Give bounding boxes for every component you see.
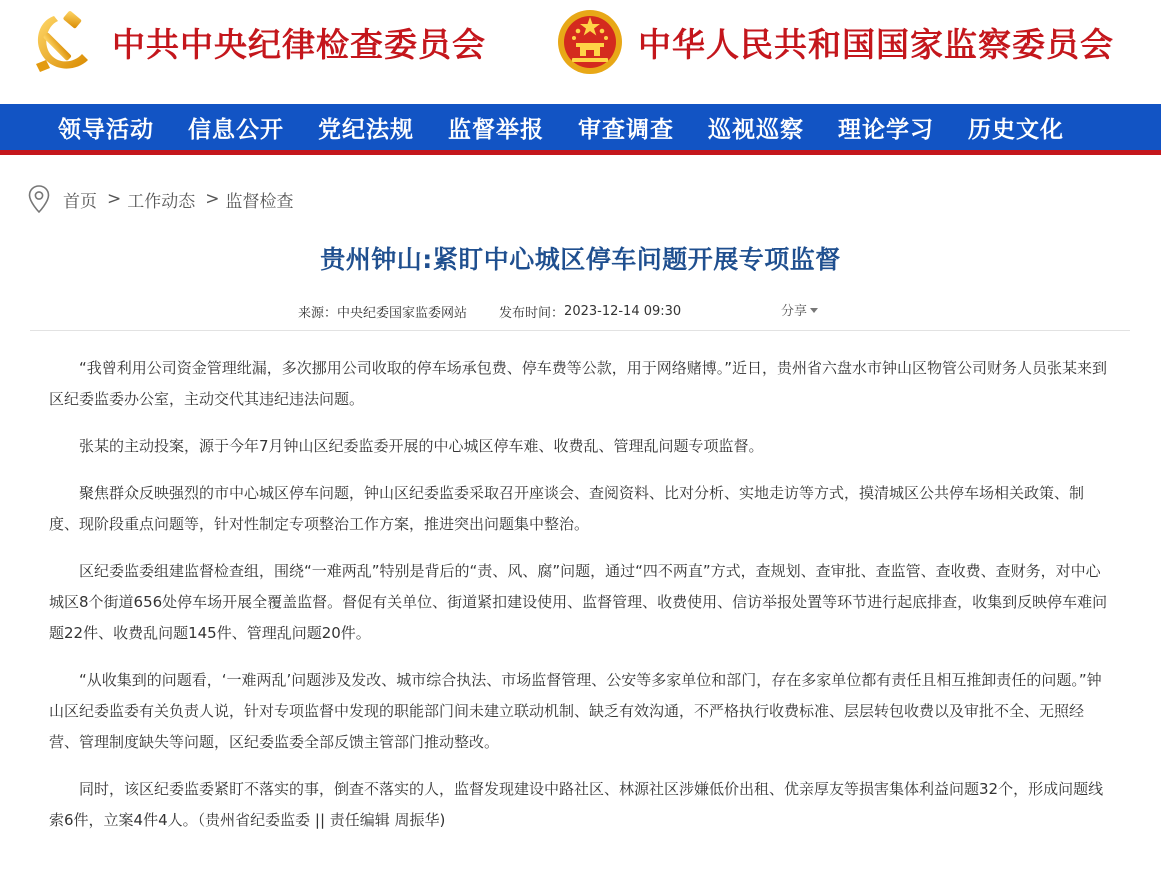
share-label: 分享 [781,304,808,319]
location-pin-icon [27,184,51,214]
nav-item-report[interactable]: 监督举报 [448,115,544,143]
breadcrumb-supervision[interactable]: 监督检查 [225,191,294,212]
nav-item-information[interactable]: 信息公开 [188,115,284,143]
share-dropdown[interactable] [781,300,818,319]
nav-item-regulations[interactable]: 党纪法规 [318,115,414,143]
nav-item-theory[interactable]: 理论学习 [838,115,934,143]
article-paragraph: 区纪委监委组建监督检查组，围绕“一难两乱”特别是背后的“责、风、腐”问题，通过“四不两直”方式，查规划、查审批、查监管、查收费、查财务，对中心城区8个街道656处停车场开展全覆盖监督。督促有关单位、街道紧扣建设使用、监督管理、收费使用、信访举报处置等环节进行起底排查，收集到反映停车难问题22件、收费乱问题145件、管理乱问题20件。 [49,562,1108,642]
breadcrumb-separator: > [205,189,220,209]
source-label: 来源： [298,306,338,321]
article-meta [298,302,681,321]
nav-item-history[interactable]: 历史文化 [968,115,1064,143]
article-paragraph: “从收集到的问题看，‘一难两乱’问题涉及发改、城市综合执法、市场监督管理、公安等多家单位和部门，存在多家单位都有责任且相互推卸责任的问题。”钟山区纪委监委有关负责人说，针对专项监督中发现的职能部门间未建立联动机制、缺乏有效沟通，不严格执行收费标准、层层转包收费以及审批不全、无照经营、管理制度缺失等问题，区纪委监委全部反馈主管部门推动整改。 [49,671,1102,751]
caret-down-icon [810,308,818,313]
article-paragraph: “我曾利用公司资金管理纰漏，多次挪用公司收取的停车场承包费、停车费等公款，用于网络赌博。”近日，贵州省六盘水市钟山区物管公司财务人员张某来到区纪委监委办公室，主动交代其违纪违法问题。 [49,359,1108,408]
main-nav [0,104,1161,150]
right-org-name: 中华人民共和国国家监察委员会 [638,24,1114,64]
source-value: 中央纪委国家监委网站 [337,306,468,321]
article-body [49,353,1111,852]
publish-time-label: 发布时间： [499,306,565,321]
nsc-logo-link[interactable] [556,8,1114,76]
article-paragraph: 张某的主动投案，源于今年7月钟山区纪委监委开展的中心城区停车难、收费乱、管理乱问题专项监督。 [79,437,764,455]
nav-item-inspection[interactable]: 巡视巡察 [708,115,804,143]
ccdi-logo-link[interactable] [30,8,486,76]
nav-item-investigation[interactable]: 审查调查 [578,115,674,143]
meta-divider [30,330,1130,331]
breadcrumb-home[interactable]: 首页 [63,191,97,212]
article-paragraph: 同时，该区纪委监委紧盯不落实的事，倒查不落实的人，监督发现建设中路社区、林源社区涉嫌低价出租、优亲厚友等损害集体利益问题32个，形成问题线索6件，立案4件4人。（贵州省纪委监委 || 责任编辑 周振华) [49,780,1104,829]
breadcrumb-work-news[interactable]: 工作动态 [127,191,196,212]
national-emblem-icon [556,8,624,76]
left-org-name: 中共中央纪律检查委员会 [112,24,486,64]
party-emblem-icon [30,8,98,76]
nav-item-leadership[interactable]: 领导活动 [58,115,154,143]
article-title: 贵州钟山:紧盯中心城区停车问题开展专项监督 [320,245,841,274]
site-header [0,0,1161,104]
article-paragraph: 聚焦群众反映强烈的市中心城区停车问题，钟山区纪委监委采取召开座谈会、查阅资料、比对分析、实地走访等方式，摸清城区公共停车场相关政策、制度、现阶段重点问题等，针对性制定专项整治工作方案，推进突出问题集中整治。 [49,484,1085,533]
nav-accent-bar [0,150,1161,155]
breadcrumb [27,184,294,214]
breadcrumb-separator: > [107,189,122,209]
publish-time-value: 2023-12-14 09:30 [564,304,682,319]
